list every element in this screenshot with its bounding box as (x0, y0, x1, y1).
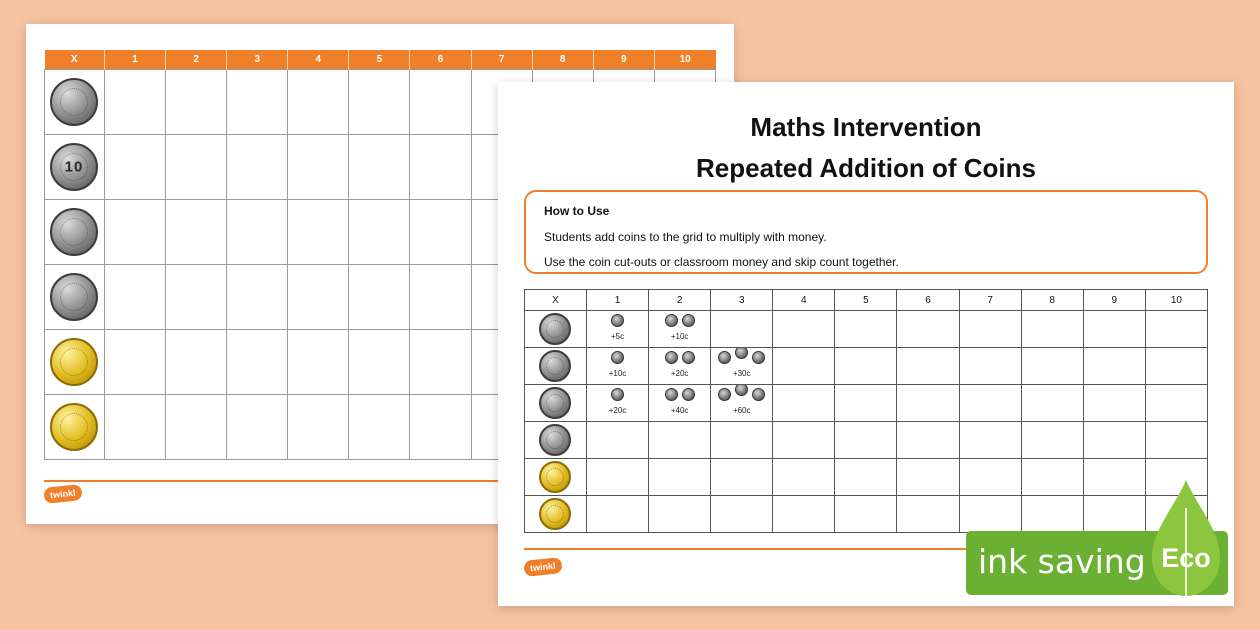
grid-header-multiplier: 6 (410, 50, 471, 70)
front-worksheet (498, 82, 1234, 606)
small-coin-icon (665, 351, 678, 364)
empty-grid-cell (1145, 422, 1207, 459)
empty-grid-cell (410, 265, 471, 330)
ink-saving-label: ink saving (978, 542, 1146, 581)
empty-grid-cell (649, 459, 711, 496)
empty-grid-cell (897, 459, 959, 496)
gold-1-dollar-coin-icon (539, 461, 571, 493)
small-coin-icon (665, 314, 678, 327)
empty-grid-cell (1021, 311, 1083, 348)
running-total-label: +30c (732, 369, 751, 378)
grid-header-multiplier: 1 (587, 290, 649, 311)
empty-grid-cell (773, 311, 835, 348)
empty-grid-cell (105, 70, 166, 135)
grid-header-multiplier: 9 (593, 50, 654, 70)
empty-grid-cell (897, 311, 959, 348)
grid-header-multiplier: 1 (105, 50, 166, 70)
example-cell (711, 385, 773, 422)
empty-grid-cell (166, 200, 227, 265)
example-cell (649, 311, 711, 348)
empty-grid-cell (897, 385, 959, 422)
example-cell (649, 348, 711, 385)
empty-grid-cell (1145, 311, 1207, 348)
empty-grid-cell (105, 265, 166, 330)
running-total-label: +20c (608, 406, 627, 415)
coin-dots (663, 351, 697, 368)
how-to-use-heading: How to Use (544, 204, 610, 218)
empty-grid-cell (959, 459, 1021, 496)
empty-grid-cell (227, 135, 288, 200)
empty-grid-cell (1021, 385, 1083, 422)
coin-dots (716, 388, 767, 405)
empty-grid-cell (1145, 348, 1207, 385)
empty-grid-cell (227, 70, 288, 135)
empty-grid-cell (410, 330, 471, 395)
empty-grid-cell (649, 422, 711, 459)
grid-header-multiplier: 8 (1021, 290, 1083, 311)
running-total-label: +40c (670, 406, 689, 415)
empty-grid-cell (835, 311, 897, 348)
empty-grid-cell (959, 385, 1021, 422)
empty-grid-cell (1021, 348, 1083, 385)
empty-grid-cell (773, 459, 835, 496)
empty-grid-cell (105, 135, 166, 200)
empty-grid-cell (711, 311, 773, 348)
empty-grid-cell (166, 265, 227, 330)
empty-grid-cell (105, 330, 166, 395)
small-coin-icon (611, 314, 624, 327)
front-grid-row (525, 385, 1208, 422)
coin-cell (45, 395, 105, 460)
grid-header-multiplier: 3 (227, 50, 288, 70)
coin-dots (609, 314, 626, 331)
empty-grid-cell (773, 496, 835, 533)
small-coin-icon (682, 314, 695, 327)
coin-cell (45, 135, 105, 200)
eco-label: Eco (1161, 543, 1211, 573)
small-coin-icon (735, 385, 748, 397)
empty-grid-cell (835, 385, 897, 422)
silver-5c-coin-icon (50, 78, 98, 126)
empty-grid-cell (835, 496, 897, 533)
coin-cell (45, 330, 105, 395)
empty-grid-cell (1021, 422, 1083, 459)
how-to-use-instruction-2: Use the coin cut-outs or classroom money and skip count together. (544, 255, 899, 269)
silver-10c-coin-icon (539, 350, 571, 382)
coin-dots (609, 388, 627, 405)
silver-20c-coin-icon (539, 387, 571, 419)
empty-grid-cell (1083, 311, 1145, 348)
empty-grid-cell (897, 496, 959, 533)
worksheet-subtitle: Repeated Addition of Coins (696, 153, 1036, 183)
empty-grid-cell (649, 496, 711, 533)
coin-group (609, 351, 627, 378)
empty-grid-cell (835, 422, 897, 459)
empty-grid-cell (410, 200, 471, 265)
small-coin-icon (752, 351, 765, 364)
empty-grid-cell (349, 265, 410, 330)
coin-cell (525, 385, 587, 422)
example-cell (711, 348, 773, 385)
empty-grid-cell (959, 422, 1021, 459)
grid-header-multiplier: 5 (349, 50, 410, 70)
empty-grid-cell (288, 330, 349, 395)
empty-grid-cell (227, 395, 288, 460)
twinkl-logo: twinkl (43, 484, 82, 504)
front-grid-row (525, 422, 1208, 459)
running-total-label: +60c (732, 406, 751, 415)
coin-group (716, 388, 767, 415)
empty-grid-cell (1083, 422, 1145, 459)
grid-header-multiplier: 6 (897, 290, 959, 311)
empty-grid-cell (288, 265, 349, 330)
running-total-label: +20c (670, 369, 689, 378)
grid-header-multiplier: 2 (166, 50, 227, 70)
empty-grid-cell (227, 265, 288, 330)
empty-grid-cell (897, 422, 959, 459)
back-grid-header-row (45, 50, 716, 70)
empty-grid-cell (1083, 496, 1145, 533)
silver-10c-coin-icon (50, 143, 98, 191)
coin-cell (45, 200, 105, 265)
empty-grid-cell (773, 348, 835, 385)
empty-grid-cell (773, 422, 835, 459)
coin-denomination-text: 10 (64, 158, 84, 176)
empty-grid-cell (587, 496, 649, 533)
grid-header-x: X (45, 50, 105, 70)
empty-grid-cell (1083, 348, 1145, 385)
coin-group (609, 388, 627, 415)
empty-grid-cell (587, 422, 649, 459)
silver-50c-coin-icon (539, 424, 571, 456)
silver-50c-coin-icon (50, 273, 98, 321)
coin-group (663, 388, 697, 415)
empty-grid-cell (959, 496, 1021, 533)
how-to-use-box (524, 190, 1208, 274)
coin-cell (525, 348, 587, 385)
front-grid-row (525, 311, 1208, 348)
empty-grid-cell (835, 459, 897, 496)
empty-grid-cell (897, 348, 959, 385)
grid-header-multiplier: 7 (959, 290, 1021, 311)
empty-grid-cell (349, 70, 410, 135)
grid-header-multiplier: 3 (711, 290, 773, 311)
grid-header-multiplier: 9 (1083, 290, 1145, 311)
grid-header-multiplier: 4 (773, 290, 835, 311)
empty-grid-cell (587, 459, 649, 496)
coin-cell (525, 459, 587, 496)
silver-5c-coin-icon (539, 313, 571, 345)
empty-grid-cell (166, 330, 227, 395)
empty-grid-cell (959, 311, 1021, 348)
small-coin-icon (718, 351, 731, 364)
coin-dots (663, 314, 697, 331)
running-total-label: +10c (608, 369, 627, 378)
empty-grid-cell (1021, 496, 1083, 533)
grid-header-x: X (525, 290, 587, 311)
coin-group (663, 351, 697, 378)
coin-group (716, 351, 767, 378)
twinkl-logo: twinkl (523, 557, 562, 577)
empty-grid-cell (105, 200, 166, 265)
front-grid-header-row (525, 290, 1208, 311)
small-coin-icon (682, 351, 695, 364)
example-cell (649, 385, 711, 422)
running-total-label: +10c (670, 332, 689, 341)
empty-grid-cell (1083, 385, 1145, 422)
front-grid-row (525, 459, 1208, 496)
silver-20c-coin-icon (50, 208, 98, 256)
empty-grid-cell (711, 459, 773, 496)
coin-dots (716, 351, 767, 368)
front-grid-row (525, 496, 1208, 533)
grid-header-multiplier: 10 (1145, 290, 1207, 311)
grid-header-multiplier: 4 (288, 50, 349, 70)
coin-cell (525, 311, 587, 348)
empty-grid-cell (288, 70, 349, 135)
grid-header-multiplier: 10 (654, 50, 715, 70)
empty-grid-cell (166, 70, 227, 135)
grid-header-multiplier: 2 (649, 290, 711, 311)
empty-grid-cell (166, 395, 227, 460)
small-coin-icon (718, 388, 731, 401)
front-grid-row (525, 348, 1208, 385)
how-to-use-instruction-1: Students add coins to the grid to multiply with money. (544, 230, 827, 244)
empty-grid-cell (227, 200, 288, 265)
gold-2-dollar-coin-icon (539, 498, 571, 530)
empty-grid-cell (349, 135, 410, 200)
example-cell (587, 311, 649, 348)
grid-header-multiplier: 5 (835, 290, 897, 311)
coin-group (609, 314, 626, 341)
empty-grid-cell (349, 395, 410, 460)
gold-2-dollar-coin-icon (50, 403, 98, 451)
coin-group (663, 314, 697, 341)
small-coin-icon (682, 388, 695, 401)
coin-dots (663, 388, 697, 405)
running-total-label: +5c (610, 332, 625, 341)
example-cell (587, 348, 649, 385)
empty-grid-cell (288, 135, 349, 200)
coin-dots (609, 351, 627, 368)
empty-grid-cell (105, 395, 166, 460)
empty-grid-cell (288, 200, 349, 265)
empty-grid-cell (959, 348, 1021, 385)
empty-grid-cell (349, 200, 410, 265)
empty-grid-cell (349, 330, 410, 395)
grid-header-multiplier: 7 (471, 50, 532, 70)
coin-cell (45, 70, 105, 135)
empty-grid-cell (288, 395, 349, 460)
small-coin-icon (611, 351, 624, 364)
example-cell (587, 385, 649, 422)
small-coin-icon (752, 388, 765, 401)
empty-grid-cell (773, 385, 835, 422)
coin-cell (525, 422, 587, 459)
empty-grid-cell (166, 135, 227, 200)
small-coin-icon (665, 388, 678, 401)
coin-cell (525, 496, 587, 533)
empty-grid-cell (1083, 459, 1145, 496)
empty-grid-cell (1145, 385, 1207, 422)
coin-cell (45, 265, 105, 330)
small-coin-icon (611, 388, 624, 401)
empty-grid-cell (410, 135, 471, 200)
small-coin-icon (735, 348, 748, 360)
empty-grid-cell (227, 330, 288, 395)
empty-grid-cell (711, 496, 773, 533)
empty-grid-cell (711, 422, 773, 459)
worksheet-title: Maths Intervention (750, 112, 982, 142)
empty-grid-cell (1021, 459, 1083, 496)
empty-grid-cell (410, 70, 471, 135)
front-multiplication-grid (524, 289, 1208, 533)
grid-header-multiplier: 8 (532, 50, 593, 70)
empty-grid-cell (835, 348, 897, 385)
empty-grid-cell (410, 395, 471, 460)
gold-1-dollar-coin-icon (50, 338, 98, 386)
